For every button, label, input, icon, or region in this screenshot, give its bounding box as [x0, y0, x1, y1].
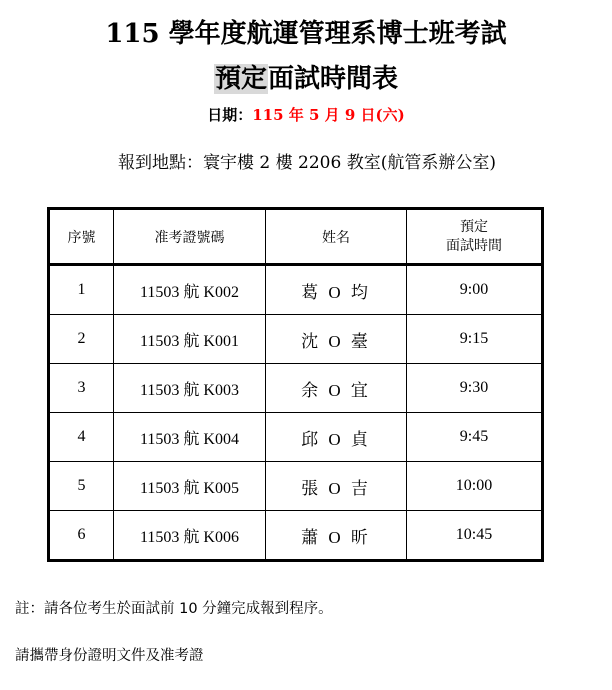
- row-admission-number: 11503 航 K006: [114, 511, 266, 561]
- check-in-location: 報到地點：寰宇樓 2 樓 2206 教室(航管系辦公室): [118, 153, 496, 173]
- row-time: 9:45: [407, 413, 543, 462]
- table-header-row: [49, 209, 543, 265]
- subtitle-rest: 面試時間表: [268, 64, 399, 94]
- table-row: [49, 413, 543, 462]
- header-name: 姓名: [266, 209, 407, 265]
- header-serial: 序號: [49, 209, 114, 265]
- row-serial: 2: [49, 315, 114, 364]
- row-time: 9:30: [407, 364, 543, 413]
- subtitle-highlight: 預定: [214, 64, 267, 94]
- header-interview-time: 預定 面試時間: [407, 209, 543, 265]
- row-serial: 3: [49, 364, 114, 413]
- row-time: 9:15: [407, 315, 543, 364]
- documents-note: 請攜帶身份證明文件及准考證: [15, 648, 204, 664]
- table-row: [49, 364, 543, 413]
- row-admission-number: 11503 航 K001: [114, 315, 266, 364]
- row-time: 10:00: [407, 462, 543, 511]
- row-serial: 1: [49, 265, 114, 315]
- row-admission-number: 11503 航 K004: [114, 413, 266, 462]
- date-label: 日期：: [207, 106, 253, 124]
- row-serial: 6: [49, 511, 114, 561]
- page-subtitle: [0, 58, 612, 95]
- exam-date: [0, 104, 612, 125]
- row-time: 9:00: [407, 265, 543, 315]
- header-admission-number: 准考證號碼: [114, 209, 266, 265]
- table-row: [49, 315, 543, 364]
- row-admission-number: 11503 航 K003: [114, 364, 266, 413]
- row-serial: 4: [49, 413, 114, 462]
- row-serial: 5: [49, 462, 114, 511]
- row-admission-number: 11503 航 K002: [114, 265, 266, 315]
- table-row: [49, 511, 543, 561]
- table-row: [49, 462, 543, 511]
- row-name: 余 O 宜: [266, 364, 407, 413]
- row-time: 10:45: [407, 511, 543, 561]
- row-name: 葛 O 均: [266, 265, 407, 315]
- row-name: 張 O 吉: [266, 462, 407, 511]
- row-name: 邱 O 貞: [266, 413, 407, 462]
- row-name: 沈 O 臺: [266, 315, 407, 364]
- interview-schedule-table: [47, 207, 544, 562]
- page-title: 115 學年度航運管理系博士班考試: [105, 19, 507, 49]
- date-value: 115 年 5 月 9 日(六): [252, 106, 405, 124]
- check-in-note: 註：請各位考生於面試前 10 分鐘完成報到程序。: [15, 601, 333, 617]
- table-row: [49, 265, 543, 315]
- row-admission-number: 11503 航 K005: [114, 462, 266, 511]
- row-name: 蕭 O 昕: [266, 511, 407, 561]
